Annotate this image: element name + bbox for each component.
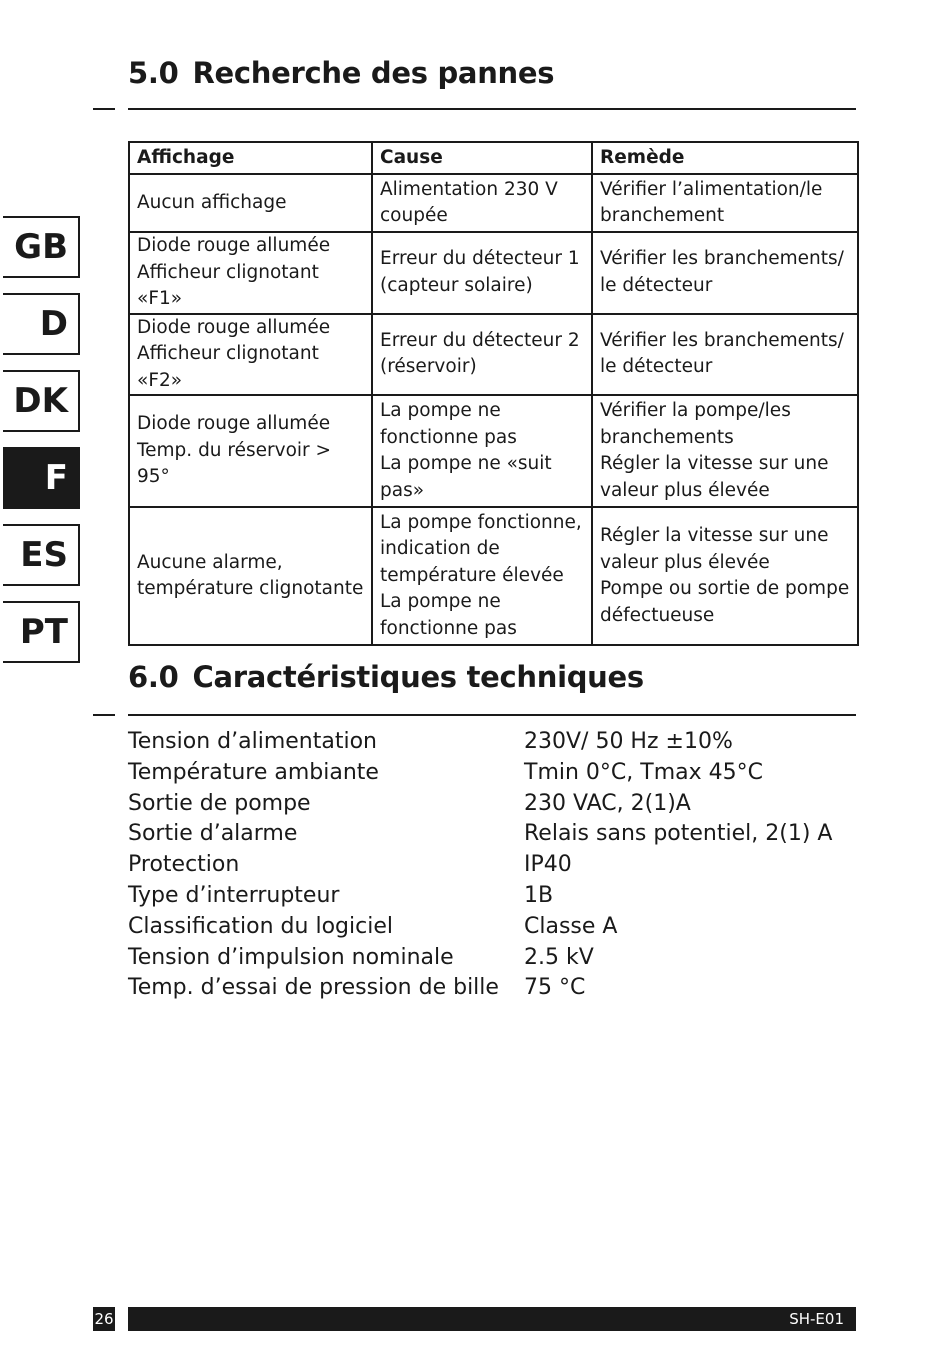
list-item — [128, 758, 848, 789]
header-display: Affichage — [129, 142, 372, 174]
fault-table — [128, 141, 859, 646]
list-item — [128, 973, 848, 1004]
footer-model: SH-E01 — [128, 1307, 856, 1331]
cell-remedy: Vérifier l’alimentation/le branchement — [592, 174, 858, 232]
header-cause: Cause — [372, 142, 592, 174]
lang-tab-d[interactable]: D — [3, 293, 80, 355]
cell-display: Diode rouge allumée Afficheur clignotant «F2» — [129, 314, 372, 396]
list-item — [128, 943, 848, 974]
table-row — [129, 314, 858, 396]
section-6-number: 6.0 — [128, 660, 179, 694]
lang-tab-pt[interactable]: PT — [3, 601, 80, 663]
header-remedy: Remède — [592, 142, 858, 174]
spec-value: 2.5 kV — [524, 944, 594, 970]
spec-value: 230 VAC, 2(1)A — [524, 790, 691, 816]
spec-value: 75 °C — [524, 975, 586, 1001]
section-5-rule-short — [93, 108, 115, 110]
cell-cause: La pompe ne fonctionne pas La pompe ne «suit pas» — [372, 395, 592, 507]
spec-label: Sortie d’alarme — [128, 821, 298, 847]
list-item — [128, 727, 848, 758]
table-row — [129, 174, 858, 232]
table-row — [129, 507, 858, 645]
list-item — [128, 850, 848, 881]
lang-tab-f[interactable]: F — [3, 447, 80, 509]
page-number: 26 — [93, 1307, 115, 1331]
cell-display: Aucune alarme, température clignotante — [129, 507, 372, 645]
lang-tab-dk[interactable]: DK — [3, 370, 80, 432]
spec-label: Tension d’alimentation — [128, 729, 377, 754]
lang-tab-es[interactable]: ES — [3, 524, 80, 586]
section-6-rule-short — [93, 714, 115, 716]
spec-label: Tension d’impulsion nominale — [128, 944, 454, 970]
cell-remedy: Vérifier la pompe/les branchements Régler la vitesse sur une valeur plus élevée — [592, 395, 858, 507]
cell-display: Diode rouge allumée Afficheur clignotant «F1» — [129, 232, 372, 314]
cell-cause: Alimentation 230 V coupée — [372, 174, 592, 232]
section-5-title — [128, 56, 554, 90]
spec-value: 230V/ 50 Hz ±10% — [524, 729, 733, 754]
section-5-title-text: Recherche des pannes — [192, 56, 555, 90]
section-6-rule — [128, 714, 856, 716]
cell-cause: La pompe fonctionne, indication de température élevée La pompe ne fonctionne pas — [372, 507, 592, 645]
spec-label: Température ambiante — [128, 759, 379, 785]
table-row — [129, 232, 858, 314]
section-5-rule — [128, 108, 856, 110]
spec-value: 1B — [524, 882, 554, 908]
spec-value: Tmin 0°C, Tmax 45°C — [524, 759, 763, 785]
cell-remedy: Vérifier les branchements/ le détecteur — [592, 232, 858, 314]
spec-label: Temp. d’essai de pression de bille — [128, 975, 499, 1001]
spec-label: Type d’interrupteur — [128, 882, 340, 908]
list-item — [128, 789, 848, 820]
section-6-title — [128, 660, 644, 694]
cell-remedy: Vérifier les branchements/ le détecteur — [592, 314, 858, 396]
cell-cause: Erreur du détecteur 1 (capteur solaire) — [372, 232, 592, 314]
list-item — [128, 881, 848, 912]
list-item — [128, 819, 848, 850]
spec-value: Relais sans potentiel, 2(1) A — [524, 821, 833, 847]
lang-tab-gb[interactable]: GB — [3, 216, 80, 278]
spec-label: Protection — [128, 852, 240, 878]
cell-display: Aucun affichage — [129, 174, 372, 232]
list-item — [128, 912, 848, 943]
cell-display: Diode rouge allumée Temp. du réservoir > 95° — [129, 395, 372, 507]
specs-list — [128, 727, 848, 1004]
spec-label: Sortie de pompe — [128, 790, 311, 816]
table-row — [129, 395, 858, 507]
table-header-row — [129, 142, 858, 174]
section-6-title-text: Caractéristiques techniques — [192, 660, 644, 694]
spec-value: IP40 — [524, 852, 572, 878]
cell-remedy: Régler la vitesse sur une valeur plus élevée Pompe ou sortie de pompe défectueuse — [592, 507, 858, 645]
cell-cause: Erreur du détecteur 2 (réservoir) — [372, 314, 592, 396]
spec-value: Classe A — [524, 913, 618, 939]
section-5-number: 5.0 — [128, 56, 179, 90]
spec-label: Classification du logiciel — [128, 913, 393, 939]
